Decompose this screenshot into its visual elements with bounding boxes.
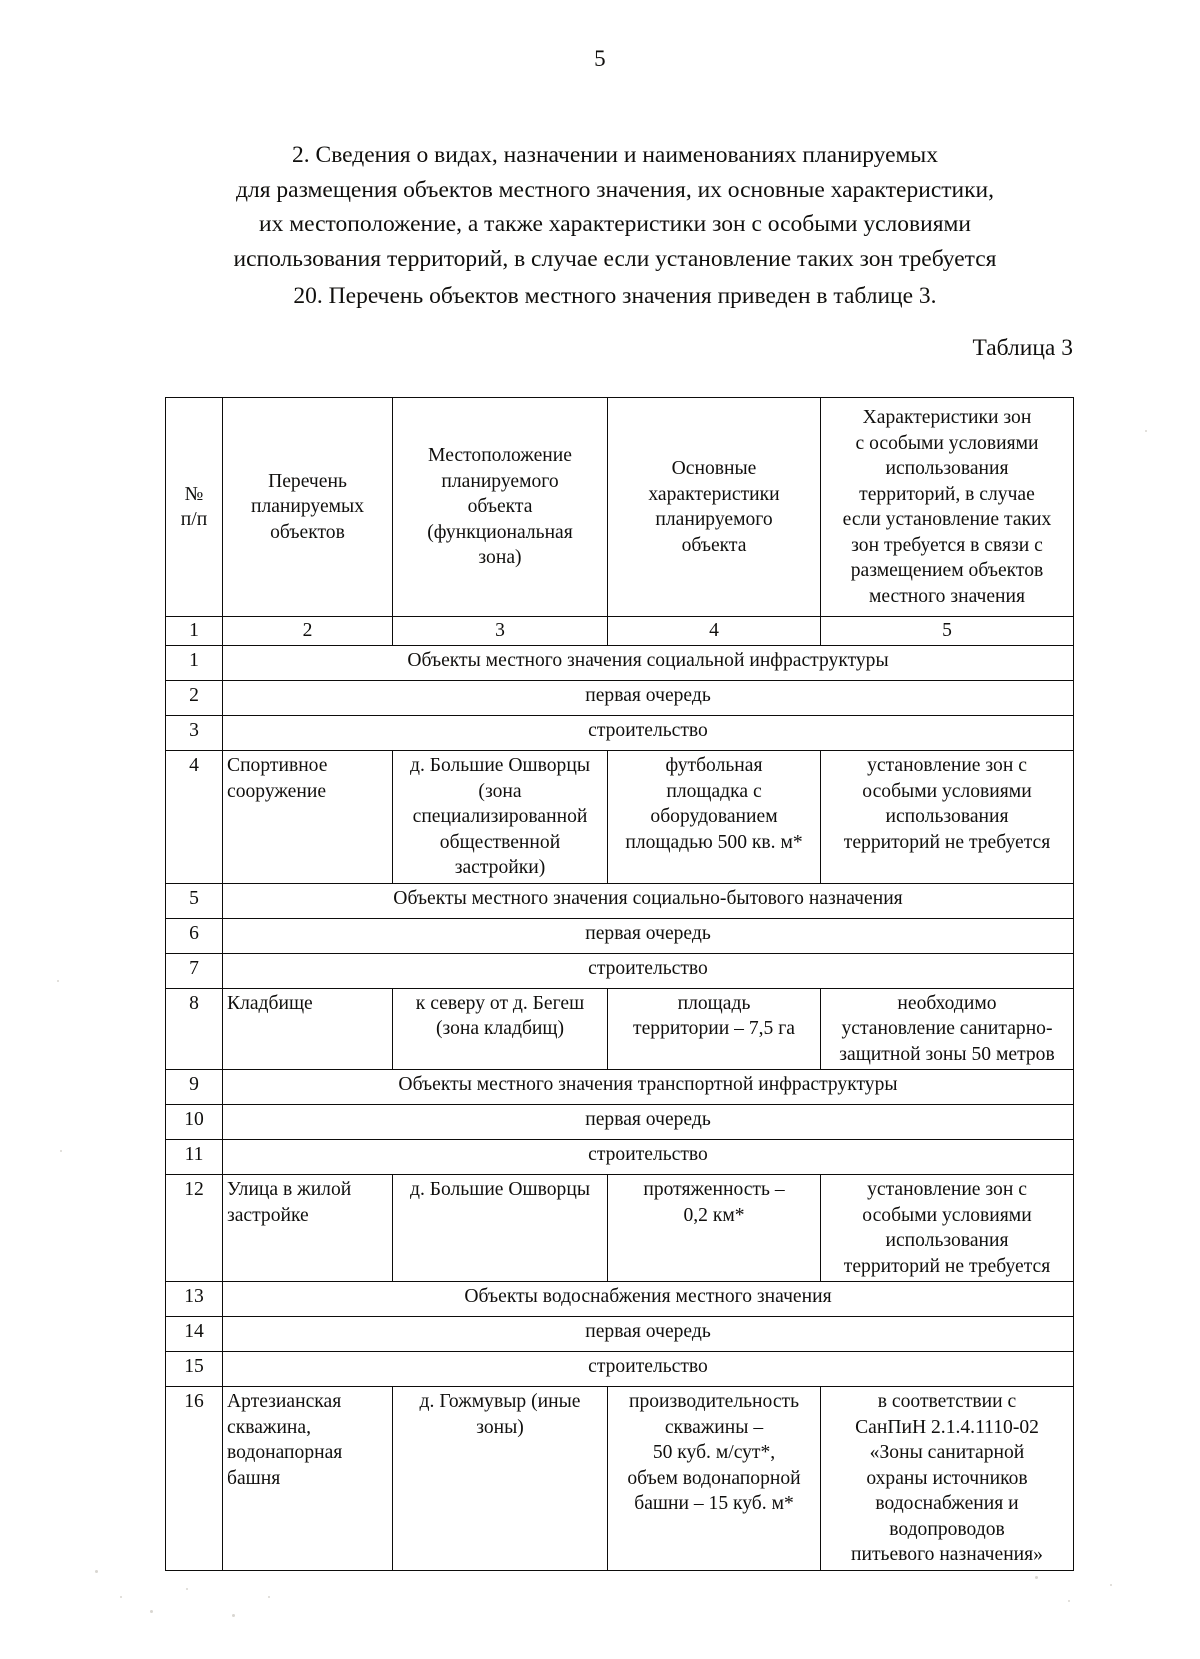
cell-line: особыми условиями xyxy=(862,780,1032,802)
section-title: строительство xyxy=(223,1140,1074,1175)
cell-line: водоснабжения и xyxy=(875,1493,1019,1514)
paper-speck xyxy=(186,1588,188,1590)
cell-line: установление зон с xyxy=(867,1179,1027,1200)
cell-line: зоны) xyxy=(476,1416,524,1438)
table-row xyxy=(166,646,1074,681)
header-text: если установление таких xyxy=(842,509,1052,530)
cell-line: необходимо xyxy=(897,992,997,1014)
header-text: (функциональная xyxy=(427,521,573,543)
heading-line-4: использования территорий, в случае если установление таких зон требуется xyxy=(233,245,997,272)
header-cell-number xyxy=(166,398,223,617)
header-text: объекта xyxy=(467,496,533,518)
header-text: объекта xyxy=(681,534,747,556)
column-number: 1 xyxy=(166,617,223,646)
paper-speck xyxy=(1068,1600,1070,1602)
cell-line: (зона кладбищ) xyxy=(435,1018,565,1039)
cell-line: башни – 15 куб. м* xyxy=(634,1493,794,1514)
cell-location xyxy=(393,1387,608,1571)
cell-line: территории – 7,5 га xyxy=(633,1018,795,1039)
header-text: использования xyxy=(885,458,1009,479)
column-number: 3 xyxy=(393,617,608,646)
row-number: 2 xyxy=(166,681,223,716)
table-row xyxy=(166,1352,1074,1387)
table-row xyxy=(166,751,1074,884)
table-row xyxy=(166,681,1074,716)
cell-object-name xyxy=(223,751,393,884)
paper-speck xyxy=(1145,430,1147,432)
header-text: п/п xyxy=(180,509,208,530)
cell-zone-conditions xyxy=(821,1387,1074,1571)
header-text: Местоположение xyxy=(428,445,572,467)
paper-speck xyxy=(1035,1576,1038,1579)
header-cell-objects-list xyxy=(223,398,393,617)
cell-line: 0,2 км* xyxy=(683,1204,745,1226)
column-number: 5 xyxy=(821,617,1074,646)
cell-line: башня xyxy=(227,1467,281,1489)
header-cell-zones xyxy=(821,398,1074,617)
cell-line: Спортивное xyxy=(227,755,328,776)
row-number: 5 xyxy=(166,883,223,918)
header-cell-location xyxy=(393,398,608,617)
table-row xyxy=(166,1140,1074,1175)
row-number: 12 xyxy=(166,1175,223,1282)
cell-line: производительность xyxy=(628,1391,800,1412)
section-title: Объекты местного значения транспортной инфраструктуры xyxy=(223,1070,1074,1105)
paragraph-20: 20. Перечень объектов местного значения приведен в таблице 3. xyxy=(293,283,937,309)
row-number: 13 xyxy=(166,1282,223,1317)
section-title: Объекты местного значения социальной инфраструктуры xyxy=(223,646,1074,681)
heading-line-1: 2. Сведения о видах, назначении и наименованиях планируемых xyxy=(292,142,938,168)
cell-line: д. Большие Ошворцы xyxy=(409,1179,591,1200)
cell-line: использования xyxy=(885,806,1009,827)
cell-line: Артезианская xyxy=(227,1391,342,1412)
cell-location xyxy=(393,988,608,1070)
cell-line: застройки) xyxy=(454,857,546,878)
section-title: первая очередь xyxy=(223,681,1074,716)
header-text: № xyxy=(184,483,204,505)
table-row xyxy=(166,1105,1074,1140)
header-text: объектов xyxy=(270,521,345,543)
cell-line: площадью 500 кв. м* xyxy=(625,831,803,853)
paper-speck xyxy=(95,1570,98,1573)
cell-line: д. Гожмувыр (иные xyxy=(419,1391,581,1412)
table-row xyxy=(166,1175,1074,1282)
table-row xyxy=(166,1387,1074,1571)
paper-speck xyxy=(232,1614,235,1617)
header-text: планируемого xyxy=(441,470,559,492)
cell-line: 50 куб. м/сут*, xyxy=(652,1442,776,1463)
section-title: Объекты местного значения социально-бытового назначения xyxy=(223,883,1074,918)
cell-object-name xyxy=(223,988,393,1070)
cell-characteristics xyxy=(608,1387,821,1571)
cell-zone-conditions xyxy=(821,1175,1074,1282)
section-heading xyxy=(165,138,1065,276)
header-text: Перечень xyxy=(268,470,347,492)
cell-line: установление зон с xyxy=(867,755,1027,776)
cell-line: площадь xyxy=(677,992,751,1014)
paper-speck xyxy=(268,1596,270,1598)
cell-line: к северу от д. Бегеш xyxy=(415,992,585,1014)
row-number: 4 xyxy=(166,751,223,884)
header-text: планируемого xyxy=(655,509,773,530)
header-text: Основные xyxy=(671,458,757,479)
cell-line: питьевого назначения» xyxy=(851,1544,1043,1565)
column-number: 4 xyxy=(608,617,821,646)
section-title: строительство xyxy=(223,716,1074,751)
cell-line: скважина, xyxy=(227,1416,312,1438)
cell-line: в соответствии с xyxy=(877,1391,1017,1412)
row-number: 7 xyxy=(166,953,223,988)
cell-line: водонапорная xyxy=(227,1442,343,1463)
row-number: 9 xyxy=(166,1070,223,1105)
cell-location xyxy=(393,751,608,884)
section-title: первая очередь xyxy=(223,1317,1074,1352)
header-text: зон требуется в связи с xyxy=(851,534,1043,556)
cell-object-name xyxy=(223,1387,393,1571)
header-text: местного значения xyxy=(868,585,1026,607)
cell-line: скважины – xyxy=(664,1416,764,1438)
section-title: строительство xyxy=(223,1352,1074,1387)
cell-line: оборудованием xyxy=(650,806,778,827)
table-row xyxy=(166,1317,1074,1352)
header-text: размещением объектов xyxy=(850,560,1044,581)
row-number: 1 xyxy=(166,646,223,681)
table-row xyxy=(166,716,1074,751)
table-row xyxy=(166,988,1074,1070)
cell-line: территорий не требуется xyxy=(843,831,1051,853)
cell-line: застройке xyxy=(227,1204,309,1226)
cell-line: Улица в жилой xyxy=(227,1179,352,1200)
row-number: 11 xyxy=(166,1140,223,1175)
cell-line: территорий не требуется xyxy=(843,1255,1051,1277)
table-column-number-row xyxy=(166,617,1074,646)
row-number: 14 xyxy=(166,1317,223,1352)
cell-zone-conditions xyxy=(821,751,1074,884)
cell-characteristics xyxy=(608,751,821,884)
cell-line: СанПиН 2.1.4.1110-02 xyxy=(855,1416,1039,1438)
row-number: 15 xyxy=(166,1352,223,1387)
cell-line: охраны источников xyxy=(866,1467,1028,1489)
table-row xyxy=(166,883,1074,918)
paper-speck xyxy=(120,1596,122,1598)
table-body xyxy=(166,646,1074,1571)
header-cell-characteristics xyxy=(608,398,821,617)
cell-line: площадка с xyxy=(666,780,762,802)
cell-line: специализированной xyxy=(412,806,588,827)
row-number: 16 xyxy=(166,1387,223,1571)
cell-line: футбольная xyxy=(665,755,763,776)
cell-characteristics xyxy=(608,988,821,1070)
row-number: 3 xyxy=(166,716,223,751)
section-title: первая очередь xyxy=(223,918,1074,953)
cell-object-name xyxy=(223,1175,393,1282)
heading-line-2: для размещения объектов местного значения, их основные характеристики, xyxy=(236,176,994,203)
row-number: 10 xyxy=(166,1105,223,1140)
row-number: 6 xyxy=(166,918,223,953)
cell-line: д. Большие Ошворцы xyxy=(409,755,591,776)
header-text: характеристики xyxy=(648,483,780,505)
table-row xyxy=(166,918,1074,953)
page-number: 5 xyxy=(594,46,606,71)
table-row xyxy=(166,953,1074,988)
section-title: первая очередь xyxy=(223,1105,1074,1140)
header-text: планируемых xyxy=(250,496,365,518)
cell-line: защитной зоны 50 метров xyxy=(839,1043,1055,1065)
cell-line: «Зоны санитарной xyxy=(869,1442,1025,1463)
header-text: территорий, в случае xyxy=(859,483,1035,505)
heading-line-3: их местоположение, а также характеристики зон с особыми условиями xyxy=(259,211,971,237)
table-header-row xyxy=(166,398,1074,617)
section-title: строительство xyxy=(223,953,1074,988)
cell-line: протяженность – xyxy=(643,1179,785,1200)
cell-line: особыми условиями xyxy=(862,1204,1032,1226)
cell-line: установление санитарно- xyxy=(841,1018,1053,1039)
header-text: зона) xyxy=(478,547,522,569)
table-row xyxy=(166,1070,1074,1105)
paper-speck xyxy=(60,1150,62,1152)
cell-line: общественной xyxy=(439,831,561,853)
paper-speck xyxy=(1110,1584,1112,1586)
cell-characteristics xyxy=(608,1175,821,1282)
paper-speck xyxy=(57,980,59,982)
cell-line: использования xyxy=(885,1230,1009,1251)
cell-line: сооружение xyxy=(227,780,327,802)
table-caption: Таблица 3 xyxy=(972,335,1073,361)
cell-line: Кладбище xyxy=(227,992,313,1014)
header-text: с особыми условиями xyxy=(855,432,1039,454)
row-number: 8 xyxy=(166,988,223,1070)
cell-line: (зона xyxy=(478,780,522,802)
cell-zone-conditions xyxy=(821,988,1074,1070)
column-number: 2 xyxy=(223,617,393,646)
cell-line: объем водонапорной xyxy=(627,1467,801,1489)
section-title: Объекты водоснабжения местного значения xyxy=(223,1282,1074,1317)
cell-line: водопроводов xyxy=(889,1518,1005,1540)
header-text: Характеристики зон xyxy=(862,407,1032,428)
paper-speck xyxy=(150,1610,153,1613)
cell-location xyxy=(393,1175,608,1282)
objects-table xyxy=(165,397,1074,1571)
table-row xyxy=(166,1282,1074,1317)
